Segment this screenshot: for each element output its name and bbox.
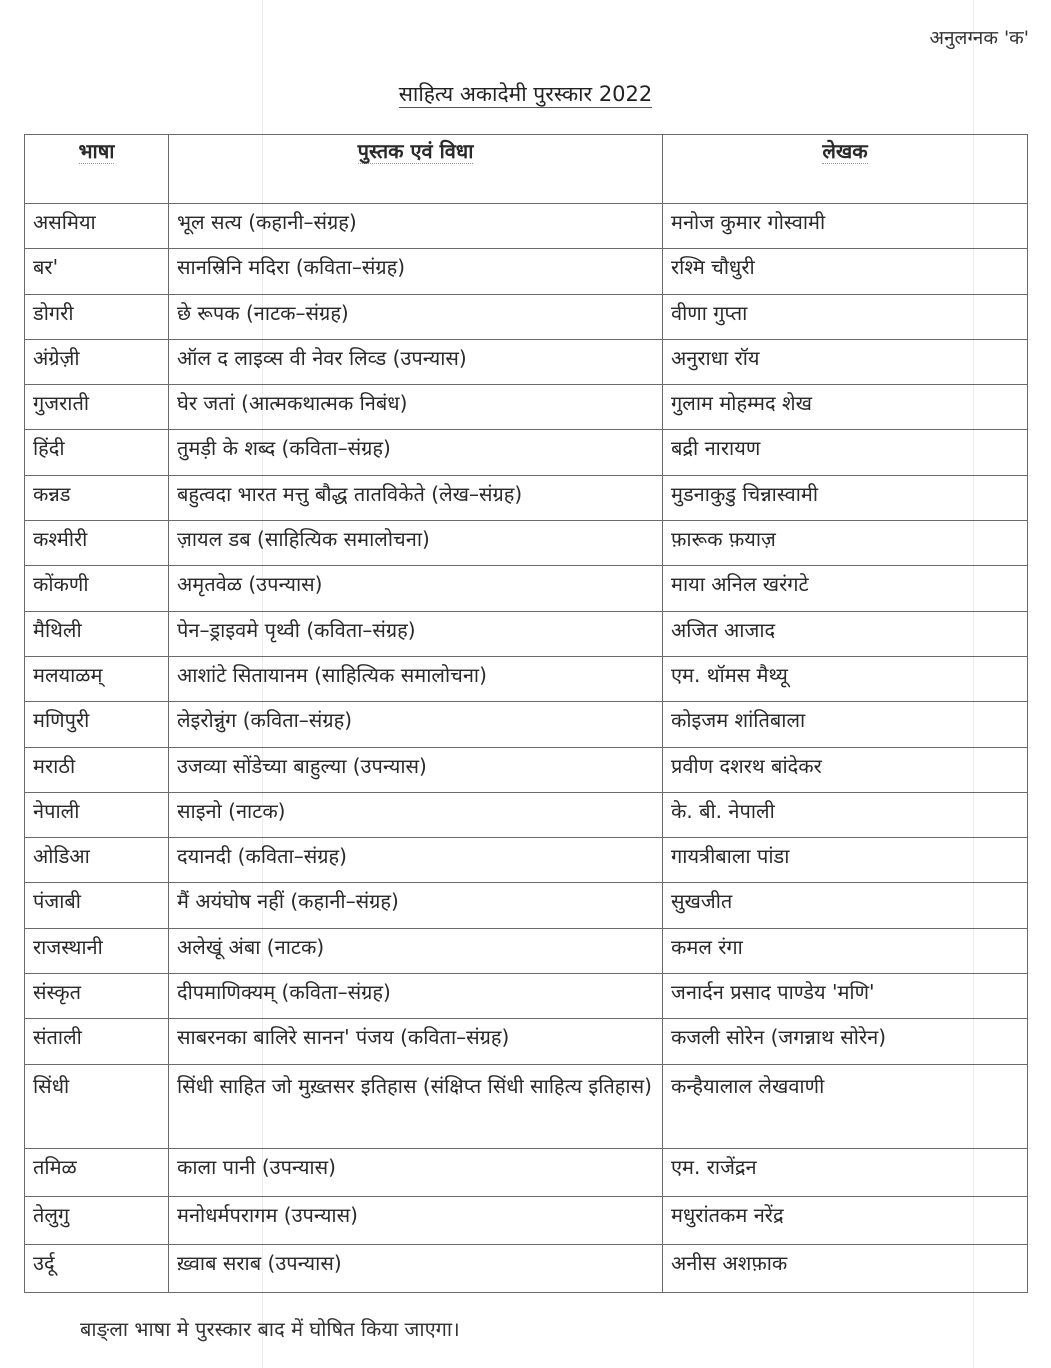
cell-language: ओडिआ [25, 838, 169, 883]
table-row [25, 204, 1028, 249]
cell-author: माया अनिल खरंगटे [663, 566, 1028, 611]
cell-language: डोगरी [25, 294, 169, 339]
cell-author: कन्हैयालाल लेखवाणी [663, 1064, 1028, 1148]
cell-book: अलेखूं अंबा (नाटक) [169, 928, 663, 973]
cell-language: अंग्रेज़ी [25, 339, 169, 384]
cell-language: मैथिली [25, 611, 169, 656]
cell-book: भूल सत्य (कहानी–संग्रह) [169, 204, 663, 249]
table-row [25, 1244, 1028, 1292]
cell-language: सिंधी [25, 1064, 169, 1148]
cell-book: पेन–ड्राइवमे पृथ्वी (कविता–संग्रह) [169, 611, 663, 656]
header-language [25, 135, 169, 204]
cell-author: अनीस अशफ़ाक [663, 1244, 1028, 1292]
cell-book: साइनो (नाटक) [169, 792, 663, 837]
cell-language: संस्कृत [25, 974, 169, 1019]
cell-author: बद्री नारायण [663, 430, 1028, 475]
cell-book: काला पानी (उपन्यास) [169, 1148, 663, 1196]
cell-author: जनार्दन प्रसाद पाण्डेय 'मणि' [663, 974, 1028, 1019]
cell-book: लेइरोन्नुंग (कविता–संग्रह) [169, 702, 663, 747]
table-row [25, 430, 1028, 475]
table-row [25, 656, 1028, 701]
cell-book: उजव्या सोंडेच्या बाहुल्या (उपन्यास) [169, 747, 663, 792]
cell-language: तमिळ [25, 1148, 169, 1196]
annex-label: अनुलग्नक 'क' [929, 27, 1029, 49]
cell-author: कजली सोरेन (जगन्नाथ सोरेन) [663, 1019, 1028, 1064]
cell-book: आशांटे सितायानम (साहित्यिक समालोचना) [169, 656, 663, 701]
cell-book: मैं अयंघोष नहीं (कहानी–संग्रह) [169, 883, 663, 928]
awards-table [24, 134, 1028, 1293]
cell-author: के. बी. नेपाली [663, 792, 1028, 837]
table-row [25, 1064, 1028, 1148]
table-row [25, 339, 1028, 384]
table-row [25, 611, 1028, 656]
cell-book: छे रूपक (नाटक–संग्रह) [169, 294, 663, 339]
cell-book: तुमड़ी के शब्द (कविता–संग्रह) [169, 430, 663, 475]
table-row [25, 1148, 1028, 1196]
table-row [25, 792, 1028, 837]
cell-author: अजित आजाद [663, 611, 1028, 656]
table-row [25, 249, 1028, 294]
cell-language: राजस्थानी [25, 928, 169, 973]
cell-book: घेर जतां (आत्मकथात्मक निबंध) [169, 385, 663, 430]
table-row [25, 566, 1028, 611]
table-row [25, 747, 1028, 792]
table-row [25, 974, 1028, 1019]
cell-language: नेपाली [25, 792, 169, 837]
cell-author: अनुराधा रॉय [663, 339, 1028, 384]
cell-author: मधुरांतकम नरेंद्र [663, 1196, 1028, 1244]
table-row [25, 1196, 1028, 1244]
cell-author: एम. थॉमस मैथ्यू [663, 656, 1028, 701]
cell-author: मनोज कुमार गोस्वामी [663, 204, 1028, 249]
table-row [25, 475, 1028, 520]
table-row [25, 883, 1028, 928]
header-book-genre-text: पुस्तक एवं विधा [357, 139, 474, 163]
document-title [0, 80, 1051, 108]
cell-author: सुखजीत [663, 883, 1028, 928]
cell-author: गायत्रीबाला पांडा [663, 838, 1028, 883]
cell-book: बहुत्वदा भारत मत्तु बौद्ध तातविकेते (लेख–संग्रह) [169, 475, 663, 520]
cell-book: सिंधी साहित जो मुख़्तसर इतिहास (संक्षिप्त सिंधी साहित्य इतिहास) [169, 1064, 663, 1148]
table-row [25, 928, 1028, 973]
cell-language: तेलुगु [25, 1196, 169, 1244]
cell-language: मराठी [25, 747, 169, 792]
cell-book: ख़्वाब सराब (उपन्यास) [169, 1244, 663, 1292]
cell-language: मलयाळम् [25, 656, 169, 701]
header-author [663, 135, 1028, 204]
cell-book: दीपमाणिक्यम् (कविता–संग्रह) [169, 974, 663, 1019]
cell-author: रश्मि चौधुरी [663, 249, 1028, 294]
cell-language: बर' [25, 249, 169, 294]
cell-author: कमल रंगा [663, 928, 1028, 973]
cell-author: गुलाम मोहम्मद शेख [663, 385, 1028, 430]
cell-language: गुजराती [25, 385, 169, 430]
cell-author: फ़ारूक फ़याज़ [663, 521, 1028, 566]
cell-book: मनोधर्मपरागम (उपन्यास) [169, 1196, 663, 1244]
cell-book: ज़ायल डब (साहित्यिक समालोचना) [169, 521, 663, 566]
cell-language: उर्दू [25, 1244, 169, 1292]
cell-author: प्रवीण दशरथ बांदेकर [663, 747, 1028, 792]
table-row [25, 294, 1028, 339]
table-row [25, 521, 1028, 566]
table-header-row [25, 135, 1028, 204]
cell-author: एम. राजेंद्रन [663, 1148, 1028, 1196]
cell-language: कश्मीरी [25, 521, 169, 566]
cell-language: संताली [25, 1019, 169, 1064]
footnote: बाङ्ला भाषा मे पुरस्कार बाद में घोषित किया जाएगा। [80, 1317, 460, 1341]
cell-language: मणिपुरी [25, 702, 169, 747]
cell-language: असमिया [25, 204, 169, 249]
cell-language: हिंदी [25, 430, 169, 475]
table-row [25, 385, 1028, 430]
document-title-text: साहित्य अकादेमी पुरस्कार 2022 [398, 82, 653, 106]
cell-book: अमृतवेळ (उपन्यास) [169, 566, 663, 611]
cell-book: दयानदी (कविता–संग्रह) [169, 838, 663, 883]
table-row [25, 702, 1028, 747]
header-book-genre [169, 135, 663, 204]
cell-book: ऑल द लाइव्स वी नेवर लिव्ड (उपन्यास) [169, 339, 663, 384]
cell-language: कोंकणी [25, 566, 169, 611]
cell-author: मुडनाकुडु चिन्नास्वामी [663, 475, 1028, 520]
cell-author: वीणा गुप्ता [663, 294, 1028, 339]
table-row [25, 838, 1028, 883]
cell-language: पंजाबी [25, 883, 169, 928]
cell-book: साबरनका बालिरे सानन' पंजय (कविता–संग्रह) [169, 1019, 663, 1064]
cell-language: कन्नड [25, 475, 169, 520]
table-row [25, 1019, 1028, 1064]
cell-author: कोइजम शांतिबाला [663, 702, 1028, 747]
cell-book: सानस्रिनि मदिरा (कविता–संग्रह) [169, 249, 663, 294]
header-author-text: लेखक [822, 139, 868, 163]
header-language-text: भाषा [78, 139, 115, 163]
